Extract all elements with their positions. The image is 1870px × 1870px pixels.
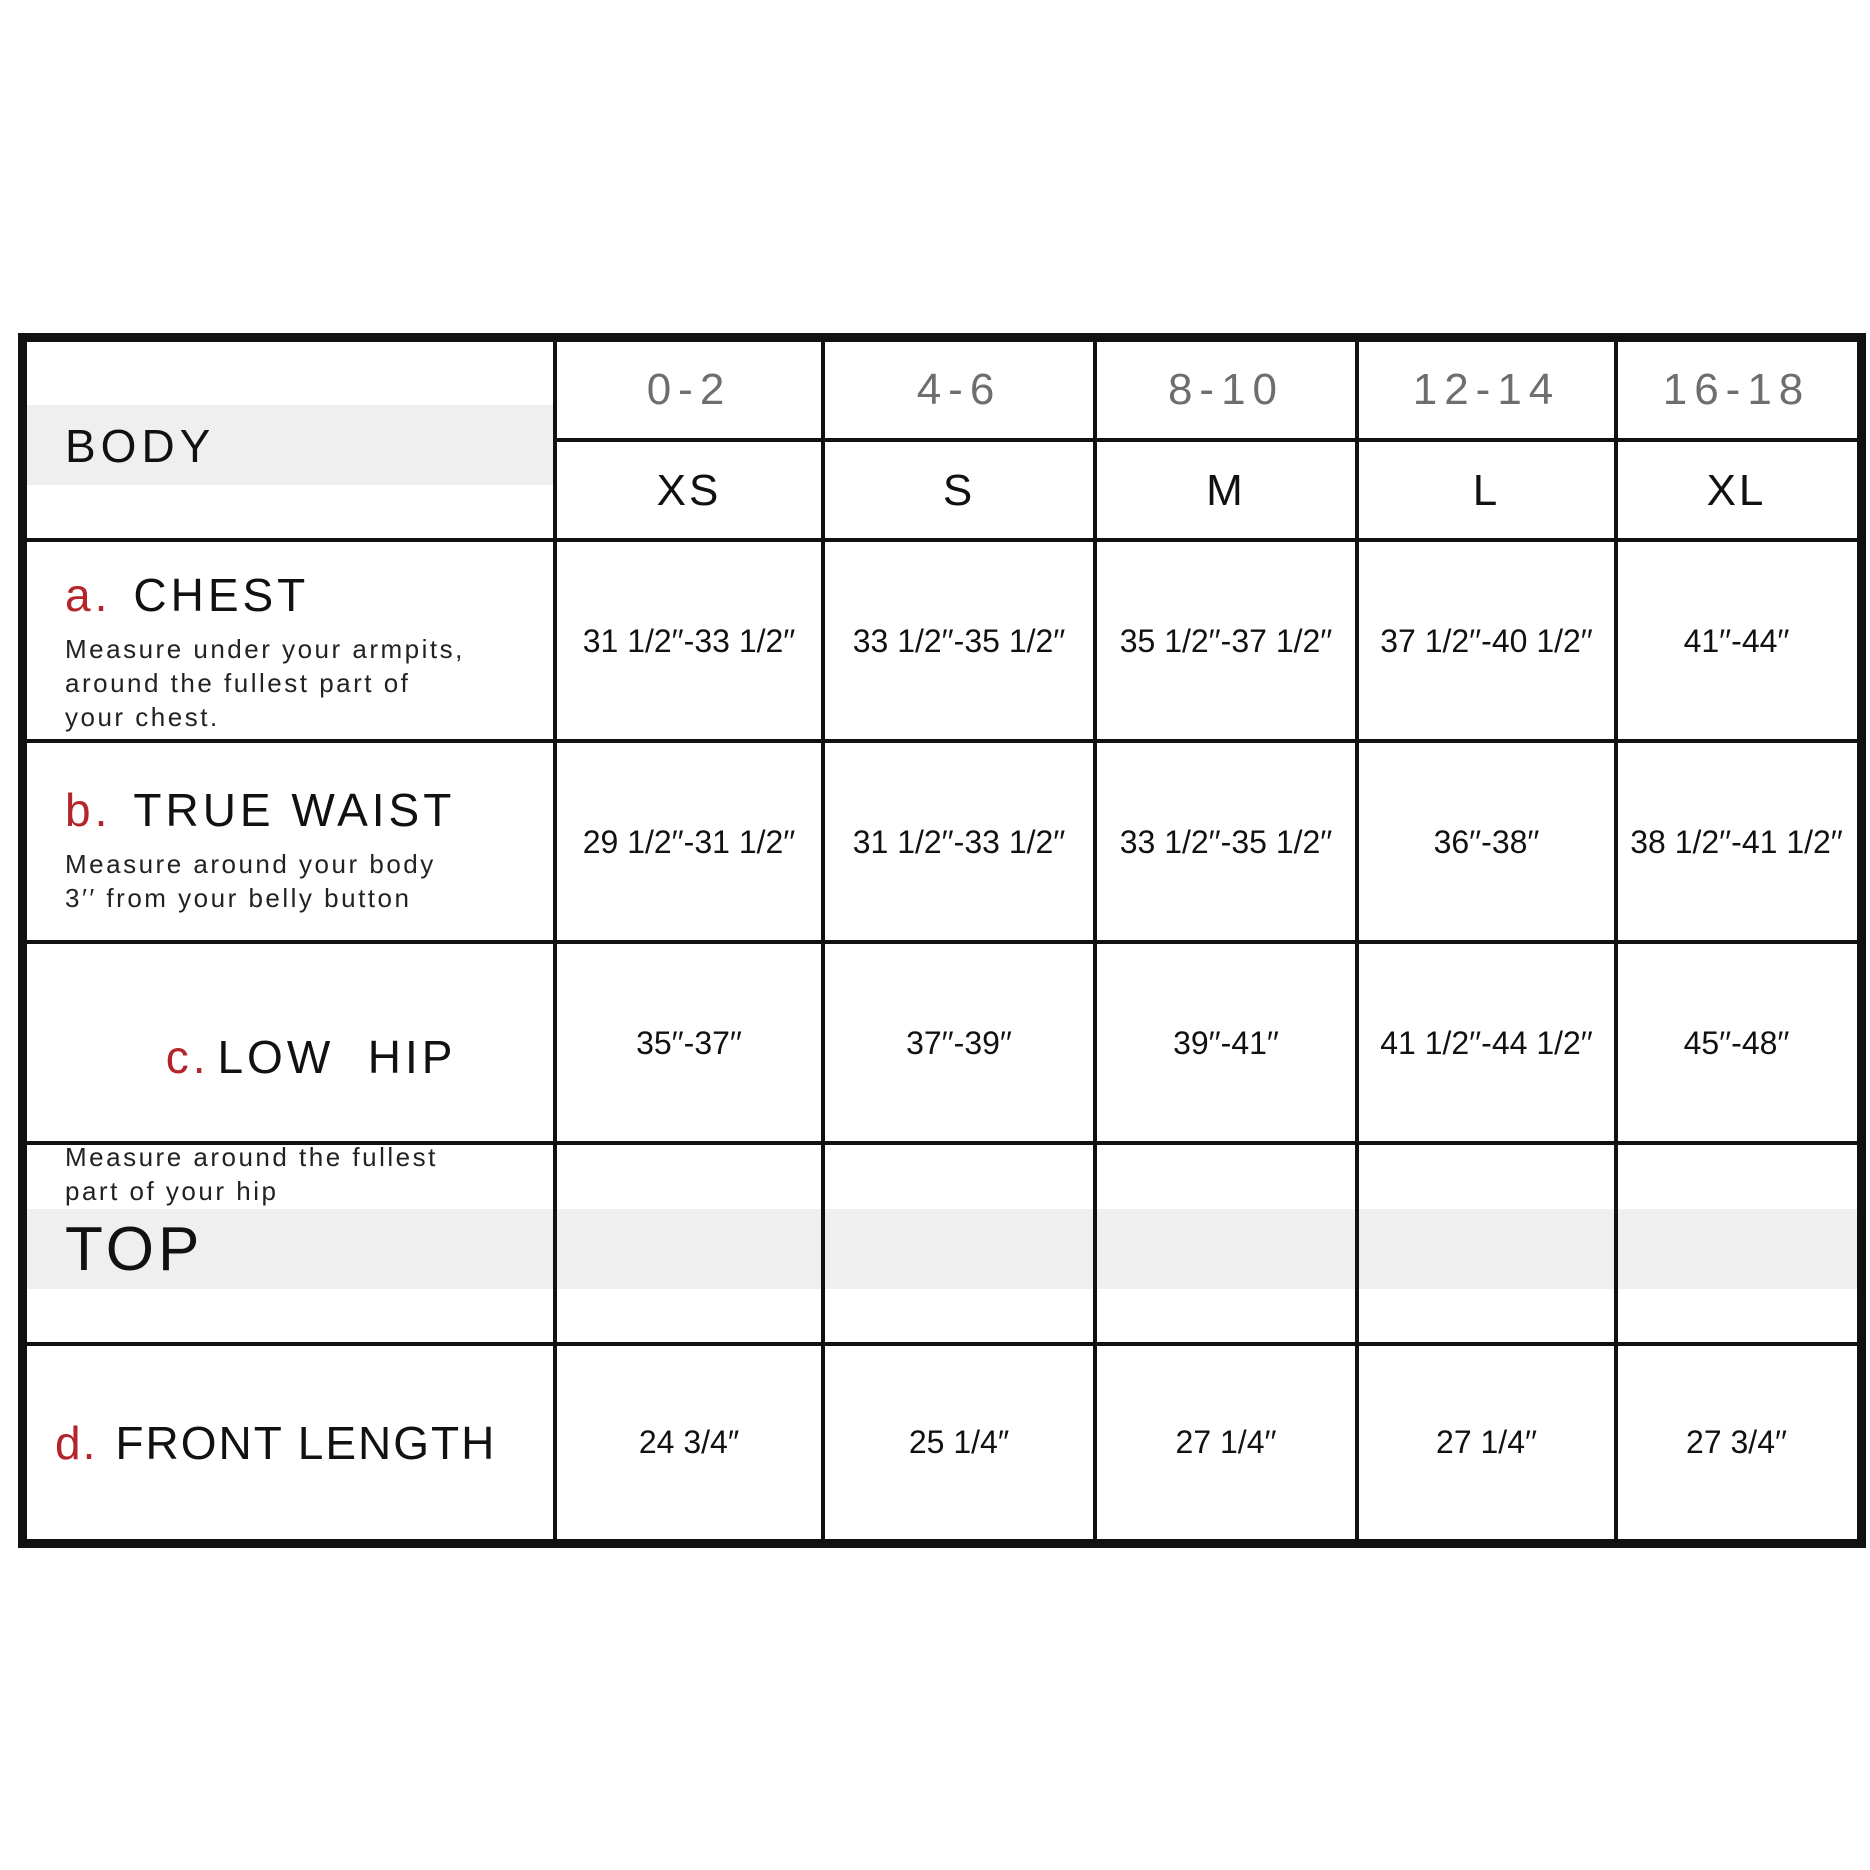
hip-row-header — [27, 988, 555, 1208]
chest-title — [65, 569, 555, 621]
hip-value-s: 37′′-39′′ — [906, 1025, 1012, 1061]
chest-value-l: 37 1/2′′-40 1/2′′ — [1380, 623, 1593, 659]
waist-value-s: 31 1/2′′-33 1/2′′ — [852, 824, 1066, 860]
waist-row-header — [27, 784, 555, 915]
hip-label: LOW HIP — [217, 1031, 457, 1083]
front-length-value-s: 25 1/4″ — [908, 1424, 1010, 1460]
size-range-xs: 0-2 — [646, 365, 732, 414]
size-range-m: 8-10 — [1167, 365, 1285, 414]
front-length-row-header — [27, 1346, 555, 1539]
chest-label: CHEST — [133, 569, 310, 621]
front-length-label: FRONT LENGTH — [115, 1416, 497, 1469]
front-length-value-m: 27 1/4′′ — [1175, 1424, 1277, 1460]
size-label-xl: XL — [1706, 466, 1767, 515]
waist-label: TRUE WAIST — [133, 784, 456, 836]
front-length-value-xs: 24 3/4″ — [638, 1424, 740, 1460]
size-range-l: 12-14 — [1412, 365, 1561, 414]
chest-value-xl: 41′′-44′′ — [1683, 623, 1790, 659]
waist-value-xl: 38 1/2′′-41 1/2′′ — [1630, 824, 1843, 860]
hip-description: Measure around the fullest part of your hip — [65, 1142, 438, 1206]
waist-value-l: 36′′-38′′ — [1433, 824, 1540, 860]
hip-letter: c. — [165, 1031, 210, 1083]
chest-value-s: 33 1/2′′-35 1/2′′ — [852, 623, 1066, 659]
front-length-value-l: 27 1/4′′ — [1436, 1424, 1537, 1460]
chest-letter: a. — [65, 569, 112, 621]
hip-value-xs: 35′′-37′′ — [636, 1025, 742, 1061]
hip-title — [65, 988, 555, 1126]
chest-value-xs: 31 1/2′′-33 1/2′′ — [582, 623, 796, 659]
hip-value-xl: 45′′-48′′ — [1683, 1025, 1790, 1061]
top-section-band — [27, 1209, 1857, 1289]
hip-value-m: 39′′-41′′ — [1173, 1025, 1279, 1061]
top-section-title: TOP — [65, 1215, 204, 1284]
waist-title — [65, 784, 555, 836]
chest-description: Measure under your armpits, around the fullest part of your chest. — [65, 634, 465, 732]
size-range-xl: 16-18 — [1662, 365, 1811, 414]
chest-row-header — [27, 569, 555, 734]
waist-letter: b. — [65, 784, 112, 836]
size-label-xs: XS — [656, 466, 722, 515]
waist-value-xs: 29 1/2′′-31 1/2′′ — [582, 824, 796, 860]
size-label-m: M — [1206, 466, 1246, 515]
front-length-value-xl: 27 3/4′′ — [1686, 1424, 1787, 1460]
size-chart-table — [18, 333, 1866, 1548]
front-length-letter: d. — [55, 1416, 98, 1469]
hip-value-l: 41 1/2′′-44 1/2′′ — [1380, 1025, 1593, 1061]
waist-value-m: 33 1/2′′-35 1/2′′ — [1119, 824, 1333, 860]
size-range-s: 4-6 — [916, 365, 1002, 414]
size-label-l: L — [1472, 466, 1501, 515]
chest-value-m: 35 1/2′′-37 1/2′′ — [1119, 623, 1333, 659]
waist-description: Measure around your body 3′′ from your belly button — [65, 849, 436, 913]
body-section-title: BODY — [65, 420, 216, 472]
front-length-title — [55, 1416, 497, 1469]
size-label-s: S — [942, 466, 976, 515]
